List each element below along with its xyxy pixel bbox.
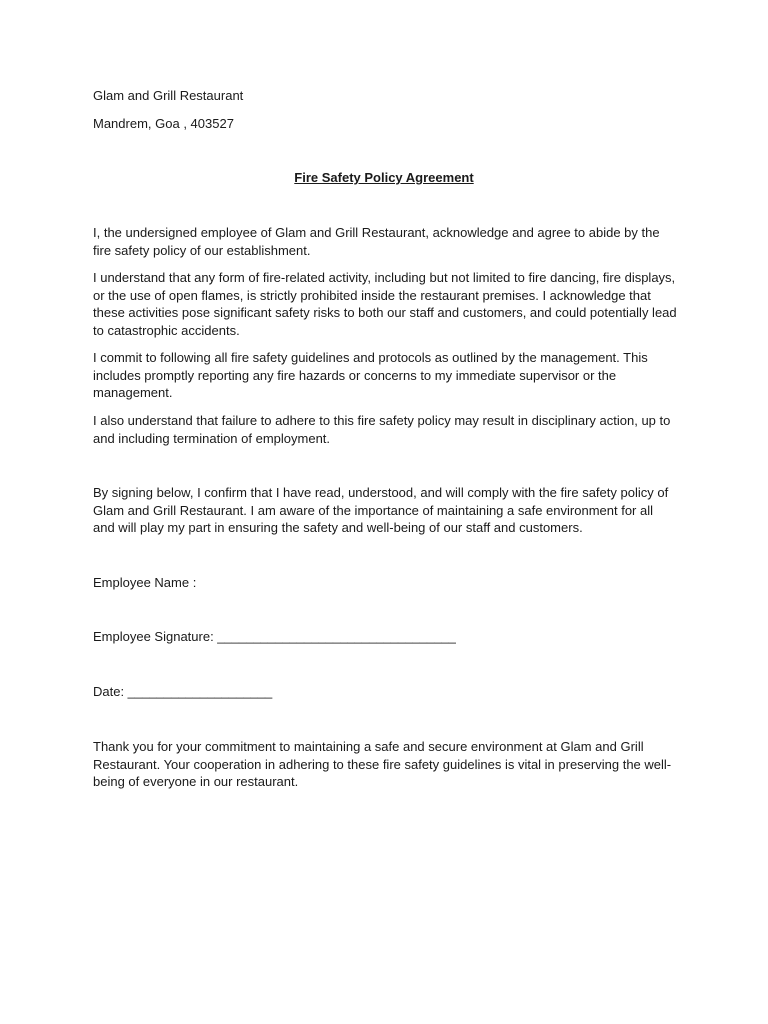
date-field: Date: ____________________ — [93, 684, 273, 699]
paragraph-intro: I, the undersigned employee of Glam and Grill Restaurant, acknowledge and agree to abide by the fire safety policy of our establishment. — [93, 225, 660, 258]
paragraph-failure: I also understand that failure to adhere to this fire safety policy may result in disciplinary action, up to and including termination of employment. — [93, 413, 671, 446]
document-title: Fire Safety Policy Agreement — [294, 170, 474, 185]
paragraph-closing: Thank you for your commitment to maintaining a safe and secure environment at Glam and Grill Restaurant. Your cooperation in adhering to these fire safety guidelines is vital in preserving the well-being of everyone in our restaurant. — [93, 739, 672, 790]
paragraph-signing: By signing below, I confirm that I have read, understood, and will comply with the fire safety policy of Glam and Grill Restaurant. I am aware of the importance of maintaining a safe environment for all and will play my part in ensuring the safety and well-being of our staff and customers. — [93, 485, 669, 536]
paragraph-understand: I understand that any form of fire-related activity, including but not limited to fire dancing, fire displays, or the use of open flames, is strictly prohibited inside the restaurant premises. I acknowledge that these activities pose significant safety risks to both our staff and customers, and could potentially lead to catastrophic accidents. — [93, 270, 677, 338]
employee-signature-field: Employee Signature: _________________________________ — [93, 629, 456, 644]
employee-name-field: Employee Name : — [93, 575, 197, 590]
restaurant-name: Glam and Grill Restaurant — [93, 88, 244, 103]
restaurant-address: Mandrem, Goa , 403527 — [93, 116, 234, 131]
paragraph-commit: I commit to following all fire safety guidelines and protocols as outlined by the management. This includes promptly reporting any fire hazards or concerns to my immediate supervisor or the management. — [93, 350, 648, 401]
